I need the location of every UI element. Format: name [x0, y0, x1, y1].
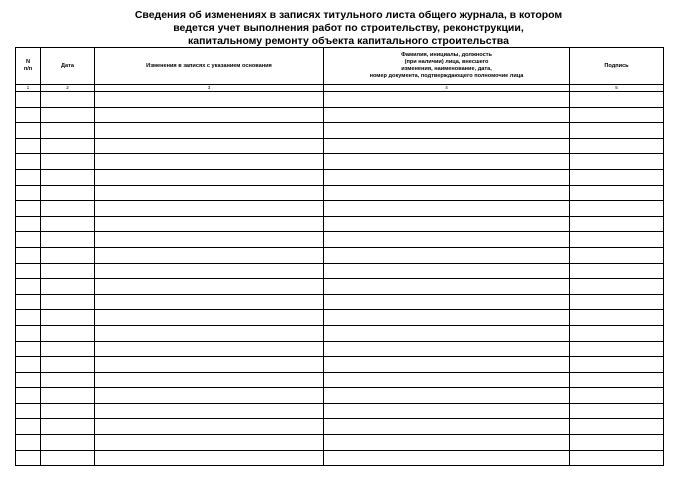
cell-signature — [570, 435, 664, 451]
cell-changes — [95, 435, 324, 451]
cell-date — [41, 154, 95, 170]
cell-signature — [570, 154, 664, 170]
cell-person — [324, 107, 570, 123]
cell-changes — [95, 325, 324, 341]
cell-date — [41, 185, 95, 201]
page-title — [0, 9, 697, 48]
cell-signature — [570, 419, 664, 435]
cell-number — [16, 341, 41, 357]
table-row — [16, 107, 664, 123]
cell-signature — [570, 138, 664, 154]
cell-number — [16, 419, 41, 435]
column-number: 2 — [41, 85, 95, 92]
cell-person — [324, 154, 570, 170]
cell-date — [41, 403, 95, 419]
table-row — [16, 279, 664, 295]
cell-signature — [570, 123, 664, 139]
cell-person — [324, 403, 570, 419]
cell-date — [41, 279, 95, 295]
cell-date — [41, 388, 95, 404]
cell-person — [324, 357, 570, 373]
cell-person — [324, 138, 570, 154]
header-row — [16, 48, 664, 85]
table-row — [16, 325, 664, 341]
cell-signature — [570, 169, 664, 185]
cell-date — [41, 107, 95, 123]
cell-number — [16, 263, 41, 279]
cell-signature — [570, 388, 664, 404]
table-row — [16, 372, 664, 388]
cell-number — [16, 92, 41, 108]
cell-signature — [570, 357, 664, 373]
table-row — [16, 341, 664, 357]
cell-changes — [95, 216, 324, 232]
table-row — [16, 310, 664, 326]
column-number-row — [16, 85, 664, 92]
table-row — [16, 403, 664, 419]
cell-changes — [95, 372, 324, 388]
table-row — [16, 435, 664, 451]
table-row — [16, 169, 664, 185]
cell-number — [16, 169, 41, 185]
cell-date — [41, 201, 95, 217]
cell-number — [16, 450, 41, 466]
cell-date — [41, 341, 95, 357]
cell-number — [16, 403, 41, 419]
cell-signature — [570, 107, 664, 123]
cell-signature — [570, 294, 664, 310]
cell-date — [41, 435, 95, 451]
cell-person — [324, 388, 570, 404]
cell-number — [16, 372, 41, 388]
cell-changes — [95, 341, 324, 357]
table-row — [16, 450, 664, 466]
title-line-1: Сведения об изменениях в записях титульного листа общего журнала, в котором — [134, 9, 563, 21]
cell-signature — [570, 247, 664, 263]
table-row — [16, 201, 664, 217]
cell-person — [324, 232, 570, 248]
cell-date — [41, 247, 95, 263]
cell-person — [324, 450, 570, 466]
cell-signature — [570, 263, 664, 279]
cell-person — [324, 341, 570, 357]
cell-person — [324, 185, 570, 201]
cell-changes — [95, 92, 324, 108]
cell-person — [324, 325, 570, 341]
cell-date — [41, 263, 95, 279]
cell-number — [16, 388, 41, 404]
cell-signature — [570, 403, 664, 419]
col-header-number: N п/п — [16, 48, 41, 85]
cell-signature — [570, 279, 664, 295]
col-header-signature: Подпись — [570, 48, 664, 85]
cell-changes — [95, 107, 324, 123]
column-number: 5 — [570, 85, 664, 92]
cell-date — [41, 419, 95, 435]
cell-person — [324, 169, 570, 185]
cell-number — [16, 294, 41, 310]
cell-signature — [570, 341, 664, 357]
cell-date — [41, 325, 95, 341]
cell-changes — [95, 123, 324, 139]
cell-date — [41, 310, 95, 326]
table-row — [16, 247, 664, 263]
cell-signature — [570, 372, 664, 388]
cell-date — [41, 123, 95, 139]
cell-signature — [570, 216, 664, 232]
cell-number — [16, 279, 41, 295]
cell-changes — [95, 138, 324, 154]
cell-signature — [570, 325, 664, 341]
cell-signature — [570, 232, 664, 248]
cell-number — [16, 325, 41, 341]
cell-signature — [570, 310, 664, 326]
cell-date — [41, 169, 95, 185]
cell-date — [41, 294, 95, 310]
column-number: 3 — [95, 85, 324, 92]
cell-date — [41, 450, 95, 466]
cell-changes — [95, 232, 324, 248]
cell-number — [16, 310, 41, 326]
changes-table — [15, 47, 664, 466]
cell-person — [324, 294, 570, 310]
table-row — [16, 419, 664, 435]
table-row — [16, 216, 664, 232]
cell-number — [16, 216, 41, 232]
cell-date — [41, 92, 95, 108]
column-number: 1 — [16, 85, 41, 92]
cell-changes — [95, 310, 324, 326]
cell-changes — [95, 201, 324, 217]
table-row — [16, 138, 664, 154]
cell-number — [16, 107, 41, 123]
cell-changes — [95, 403, 324, 419]
cell-changes — [95, 185, 324, 201]
table-row — [16, 357, 664, 373]
cell-number — [16, 185, 41, 201]
cell-person — [324, 372, 570, 388]
cell-person — [324, 216, 570, 232]
table-row — [16, 123, 664, 139]
cell-number — [16, 247, 41, 263]
cell-person — [324, 419, 570, 435]
cell-signature — [570, 92, 664, 108]
cell-changes — [95, 419, 324, 435]
cell-changes — [95, 247, 324, 263]
cell-changes — [95, 154, 324, 170]
title-line-2: ведется учет выполнения работ по строительству, реконструкции, — [173, 22, 524, 34]
cell-person — [324, 310, 570, 326]
cell-date — [41, 357, 95, 373]
cell-signature — [570, 185, 664, 201]
cell-changes — [95, 294, 324, 310]
cell-date — [41, 372, 95, 388]
cell-changes — [95, 357, 324, 373]
cell-changes — [95, 450, 324, 466]
col-header-date: Дата — [41, 48, 95, 85]
cell-person — [324, 92, 570, 108]
table-row — [16, 294, 664, 310]
cell-number — [16, 435, 41, 451]
cell-changes — [95, 279, 324, 295]
cell-changes — [95, 388, 324, 404]
cell-date — [41, 138, 95, 154]
cell-signature — [570, 201, 664, 217]
table-row — [16, 92, 664, 108]
cell-number — [16, 154, 41, 170]
table-row — [16, 388, 664, 404]
table-row — [16, 185, 664, 201]
cell-person — [324, 263, 570, 279]
cell-signature — [570, 450, 664, 466]
cell-person — [324, 247, 570, 263]
cell-changes — [95, 169, 324, 185]
cell-person — [324, 279, 570, 295]
column-number: 4 — [324, 85, 570, 92]
title-line-3: капитальному ремонту объекта капитального строительства — [188, 35, 509, 47]
table-row — [16, 154, 664, 170]
col-header-person: Фамилия, инициалы, должность (при наличии) лица, внесшего изменения, наименование, дата, номер документа, подтверждающего полномочие лица — [324, 48, 570, 85]
cell-changes — [95, 263, 324, 279]
cell-date — [41, 216, 95, 232]
table-row — [16, 263, 664, 279]
cell-number — [16, 357, 41, 373]
cell-number — [16, 201, 41, 217]
cell-date — [41, 232, 95, 248]
cell-person — [324, 201, 570, 217]
cell-person — [324, 123, 570, 139]
table-row — [16, 232, 664, 248]
col-header-changes: Изменения в записях с указанием основания — [95, 48, 324, 85]
cell-person — [324, 435, 570, 451]
cell-number — [16, 232, 41, 248]
cell-number — [16, 138, 41, 154]
cell-number — [16, 123, 41, 139]
